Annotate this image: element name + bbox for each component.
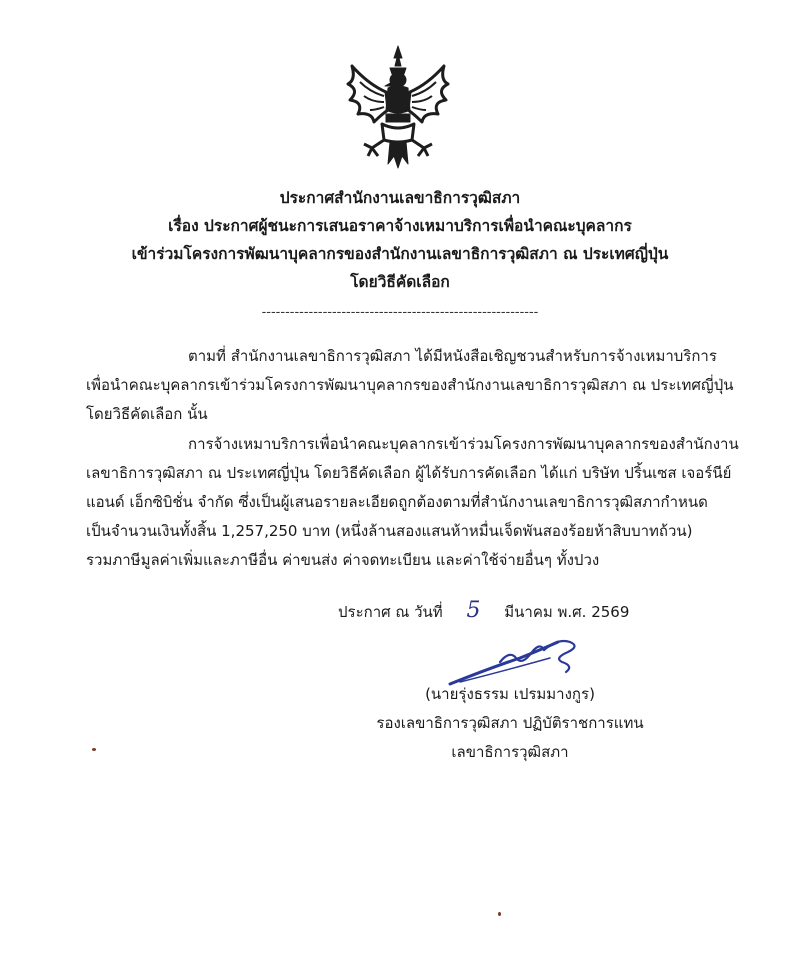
date-prefix: ประกาศ ณ วันที่ <box>338 603 443 621</box>
paragraph-line: เพื่อนำคณะบุคลากรเข้าร่วมโครงการพัฒนาบุคลากรของสำนักงานเลขาธิการวุฒิสภา ณ ประเทศญี่ปุ่น <box>86 376 734 394</box>
dashed-divider: ----------------------------------------------------------- <box>261 305 539 319</box>
title-line-4: โดยวิธีคัดเลือก <box>350 273 450 291</box>
announcement-title <box>80 184 720 296</box>
paragraph-2 <box>86 430 739 575</box>
announcement-date <box>338 597 629 626</box>
paragraph-line: รวมภาษีมูลค่าเพิ่มและภาษีอื่น ค่าขนส่ง ค่าจดทะเบียน และค่าใช้จ่ายอื่นๆ ทั้งปวง <box>86 551 600 569</box>
title-line-3: เข้าร่วมโครงการพัฒนาบุคลากรของสำนักงานเลขาธิการวุฒิสภา ณ ประเทศญี่ปุ่น <box>131 245 669 263</box>
date-month-year: มีนาคม พ.ศ. 2569 <box>504 603 630 621</box>
signatory-position: รองเลขาธิการวุฒิสภา ปฏิบัติราชการแทน <box>376 714 644 732</box>
signatory-office: เลขาธิการวุฒิสภา <box>451 743 569 761</box>
paragraph-line: ตามที่ สำนักงานเลขาธิการวุฒิสภา ได้มีหนังสือเชิญชวนสำหรับการจ้างเหมาบริการ <box>188 347 717 365</box>
paragraph-line: การจ้างเหมาบริการเพื่อนำคณะบุคลากรเข้าร่วมโครงการพัฒนาบุคลากรของสำนักงาน <box>188 435 739 453</box>
title-line-1: ประกาศสำนักงานเลขาธิการวุฒิสภา <box>279 189 521 207</box>
scan-speck <box>92 748 96 751</box>
paragraph-line: แอนด์ เอ็กซิบิชั่น จำกัด ซึ่งเป็นผู้เสนอรายละเอียดถูกต้องตามที่สำนักงานเลขาธิการวุฒิสภากำหนด <box>86 493 708 511</box>
paragraph-line: เป็นจำนวนเงินทั้งสิ้น 1,257,250 บาท (หนึ่งล้านสองแสนห้าหมื่นเจ็ดพันสองร้อยห้าสิบบาทถ้วน) <box>86 522 693 540</box>
paragraph-line: โดยวิธีคัดเลือก นั้น <box>86 405 208 423</box>
scan-speck <box>498 912 501 916</box>
garuda-emblem-icon <box>338 44 458 170</box>
date-day-handwritten: 5 <box>466 598 481 623</box>
paragraph-1 <box>86 342 736 429</box>
title-line-2: เรื่อง ประกาศผู้ชนะการเสนอราคาจ้างเหมาบริการเพื่อนำคณะบุคลากร <box>168 217 632 235</box>
paragraph-line: เลขาธิการวุฒิสภา ณ ประเทศญี่ปุ่น โดยวิธีคัดเลือก ผู้ได้รับการคัดเลือก ได้แก่ บริษัท ปริ้นเซส เจอร์นีย์ <box>86 464 732 482</box>
signatory-block <box>340 680 680 767</box>
signatory-name: (นายรุ่งธรรม เปรมมางกูร) <box>425 685 595 703</box>
